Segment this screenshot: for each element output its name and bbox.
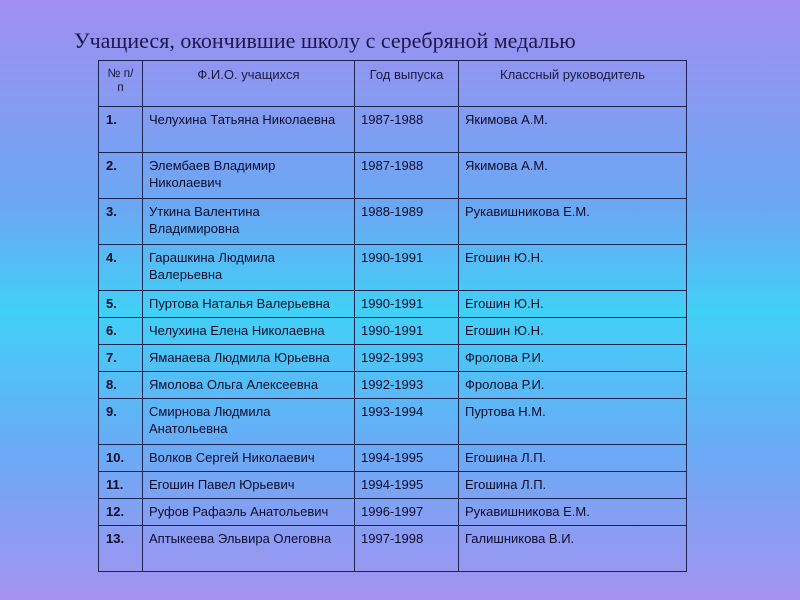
student-name: Егошин Павел Юрьевич [143,472,355,499]
graduation-year: 1990-1991 [355,291,459,318]
graduation-year: 1987-1988 [355,153,459,199]
table-row [99,291,687,318]
class-teacher: Пуртова Н.М. [459,399,687,445]
table-row [99,153,687,199]
graduation-year: 1994-1995 [355,445,459,472]
student-name: Челухина Татьяна Николаевна [143,107,355,153]
row-number: 9. [99,399,143,445]
student-name: Гарашкина Людмила Валерьевна [143,245,355,291]
table-row [99,318,687,345]
table-row [99,245,687,291]
row-number: 2. [99,153,143,199]
row-number: 11. [99,472,143,499]
table-row [99,399,687,445]
student-name: Уткина Валентина Владимировна [143,199,355,245]
column-header-name: Ф.И.О. учащихся [143,61,355,107]
student-name: Волков Сергей Николаевич [143,445,355,472]
class-teacher: Галишникова В.И. [459,526,687,572]
graduation-year: 1993-1994 [355,399,459,445]
row-number: 1. [99,107,143,153]
class-teacher: Егошина Л.П. [459,445,687,472]
row-number: 5. [99,291,143,318]
student-name: Элембаев Владимир Николаевич [143,153,355,199]
graduation-year: 1987-1988 [355,107,459,153]
student-name: Челухина Елена Николаевна [143,318,355,345]
class-teacher: Егошин Ю.Н. [459,318,687,345]
graduation-year: 1996-1997 [355,499,459,526]
row-number: 3. [99,199,143,245]
class-teacher: Фролова Р.И. [459,345,687,372]
row-number: 6. [99,318,143,345]
graduation-year: 1990-1991 [355,245,459,291]
table-header-row [99,61,687,107]
student-name: Яманаева Людмила Юрьевна [143,345,355,372]
class-teacher: Егошин Ю.Н. [459,245,687,291]
medalists-table [98,60,687,572]
class-teacher: Егошина Л.П. [459,472,687,499]
student-name: Пуртова Наталья Валерьевна [143,291,355,318]
class-teacher: Якимова А.М. [459,153,687,199]
column-header-teacher: Классный руководитель [459,61,687,107]
table-row [99,499,687,526]
row-number: 7. [99,345,143,372]
student-name: Ямолова Ольга Алексеевна [143,372,355,399]
graduation-year: 1992-1993 [355,372,459,399]
table-row [99,199,687,245]
table-row [99,345,687,372]
row-number: 13. [99,526,143,572]
row-number: 10. [99,445,143,472]
column-header-year: Год выпуска [355,61,459,107]
table-row [99,472,687,499]
table-row [99,445,687,472]
table-row [99,372,687,399]
class-teacher: Фролова Р.И. [459,372,687,399]
student-name: Смирнова Людмила Анатольевна [143,399,355,445]
table-row [99,526,687,572]
page-title: Учащиеся, окончившие школу с серебряной медалью [74,28,576,53]
graduation-year: 1990-1991 [355,318,459,345]
graduation-year: 1988-1989 [355,199,459,245]
student-name: Аптыкеева Эльвира Олеговна [143,526,355,572]
class-teacher: Рукавишникова Е.М. [459,499,687,526]
table-row [99,107,687,153]
class-teacher: Егошин Ю.Н. [459,291,687,318]
graduation-year: 1992-1993 [355,345,459,372]
class-teacher: Рукавишникова Е.М. [459,199,687,245]
column-header-number: № п/п [99,61,143,107]
student-name: Руфов Рафаэль Анатольевич [143,499,355,526]
class-teacher: Якимова А.М. [459,107,687,153]
row-number: 8. [99,372,143,399]
row-number: 12. [99,499,143,526]
graduation-year: 1994-1995 [355,472,459,499]
row-number: 4. [99,245,143,291]
graduation-year: 1997-1998 [355,526,459,572]
